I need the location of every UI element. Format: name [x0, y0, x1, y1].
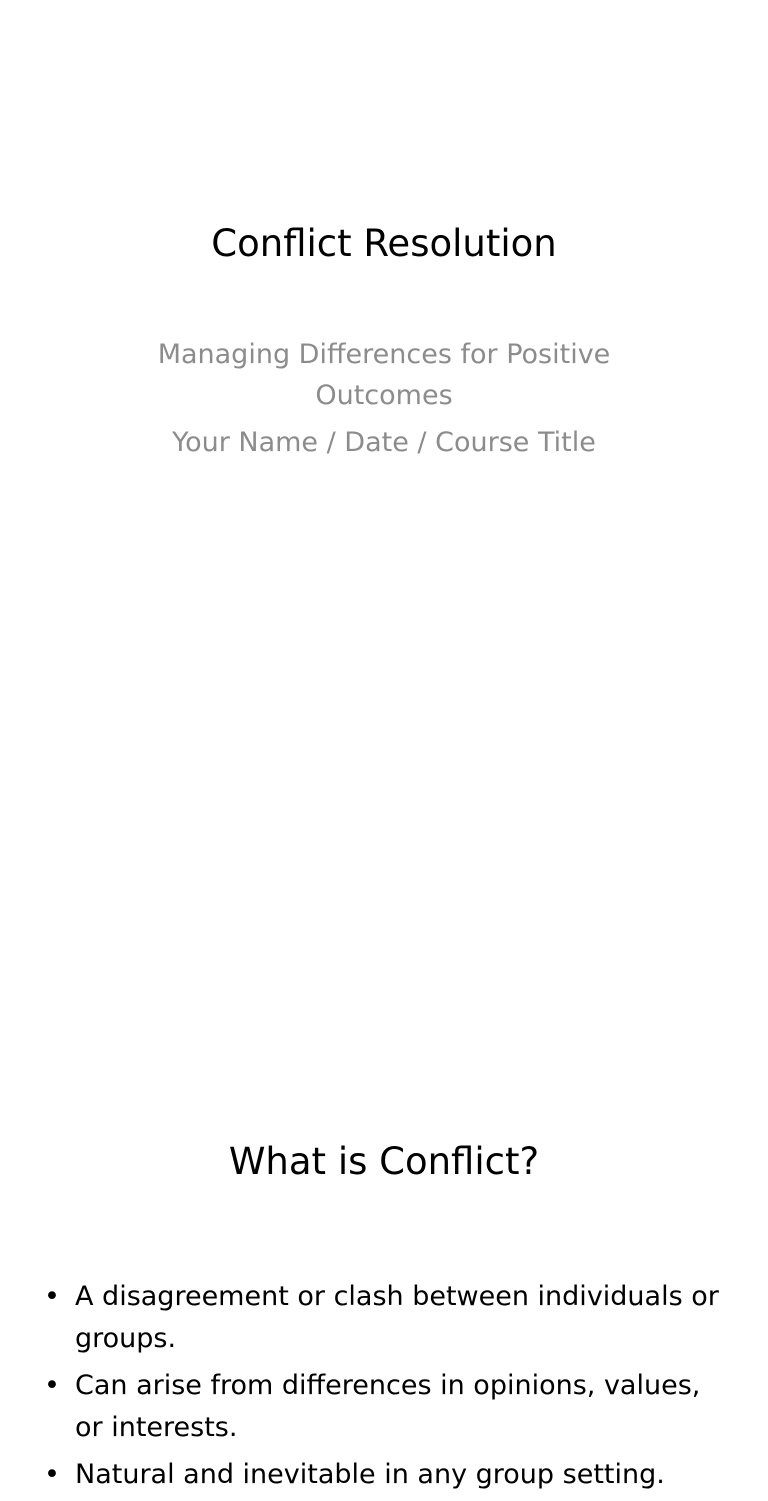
bullet-text: A disagreement or clash between individuals or groups. — [75, 1281, 719, 1354]
bullet-text: Can arise from differences in opinions, values, or interests. — [75, 1370, 701, 1443]
bullet-icon: • — [44, 1281, 60, 1312]
bullet-icon: • — [44, 1459, 60, 1490]
bullet-item — [44, 1365, 734, 1449]
content-slide — [0, 512, 768, 1490]
bullet-text: Natural and inevitable in any group setting. — [75, 1459, 665, 1490]
bullet-item — [44, 1454, 734, 1496]
bullet-icon: • — [44, 1370, 60, 1401]
subtitle-line: Your Name / Date / Course Title — [172, 427, 596, 458]
subtitle-line: Managing Differences for Positive Outcomes — [157, 339, 611, 411]
slide-title: Conflict Resolution — [211, 222, 557, 265]
bullet-item — [44, 1276, 734, 1360]
bullet-list — [44, 1276, 734, 1501]
slide-heading: What is Conflict? — [228, 1140, 540, 1183]
slide-subtitle — [114, 334, 654, 469]
title-slide — [0, 0, 768, 512]
